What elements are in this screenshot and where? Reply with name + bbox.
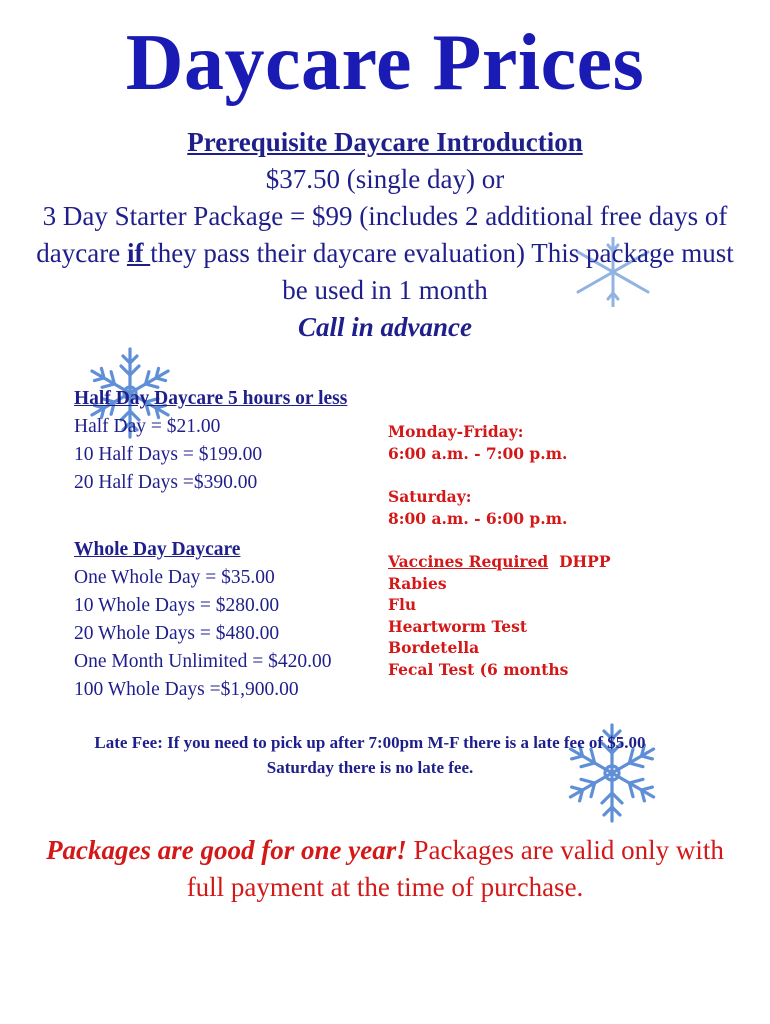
price-item: 10 Half Days = $199.00 [74, 444, 263, 465]
weekday-label: Monday-Friday: [388, 422, 524, 441]
whole-day-section [74, 536, 394, 704]
whole-day-heading: Whole Day Daycare [74, 539, 241, 560]
packages-rest: Packages are valid only with full payment at the time of purchase. [186, 835, 724, 902]
packages-notice [40, 832, 730, 906]
call-in-advance: Call in advance [298, 312, 472, 342]
price-item: One Month Unlimited = $420.00 [74, 651, 332, 672]
vaccine-item: Flu [388, 595, 417, 614]
saturday-label: Saturday: [388, 487, 472, 506]
saturday-time: 8:00 a.m. - 6:00 p.m. [388, 508, 568, 528]
price-item: 20 Half Days =$390.00 [74, 472, 258, 493]
vaccine-item: Heartworm Test [388, 616, 528, 636]
intro-heading: Prerequisite Daycare Introduction [187, 127, 583, 157]
half-day-section [74, 385, 364, 497]
intro-section [30, 124, 740, 346]
late-fee-line2: Saturday there is no late fee. [266, 758, 474, 777]
price-item: Half Day = $21.00 [74, 416, 221, 437]
starter-text-b: they pass their daycare evaluation) This package must be used in 1 month [150, 238, 734, 305]
packages-emphasis: Packages are good for one year! [46, 835, 407, 865]
vaccines-heading: Vaccines Required [388, 552, 549, 571]
price-item: 10 Whole Days = $280.00 [74, 595, 280, 616]
intro-starter-package [30, 198, 740, 309]
vaccine-item: Bordetella [388, 638, 480, 657]
weekday-time: 6:00 a.m. - 7:00 p.m. [388, 443, 568, 463]
half-day-heading: Half Day Daycare 5 hours or less [74, 388, 348, 409]
late-fee-notice [20, 730, 720, 780]
vaccine-item: Rabies [388, 573, 447, 593]
weekday-hours [388, 421, 567, 464]
late-fee-line1: Late Fee: If you need to pick up after 7:00pm M-F there is a late fee of $5.00 [94, 733, 646, 752]
price-item: One Whole Day = $35.00 [74, 567, 275, 588]
vaccine-item: DHPP [559, 552, 611, 571]
intro-single-day: $37.50 (single day) or [265, 164, 505, 194]
saturday-hours [388, 486, 567, 529]
vaccine-item: Fecal Test (6 months [388, 659, 569, 679]
starter-text-a: 3 Day Starter Package = $99 (includes 2 additional free days of daycare [36, 201, 728, 268]
vaccines-section [388, 551, 610, 680]
page-title: Daycare Prices [125, 19, 645, 107]
vaccines-heading-line [388, 551, 610, 573]
price-item: 100 Whole Days =$1,900.00 [74, 679, 299, 700]
price-item: 20 Whole Days = $480.00 [74, 623, 280, 644]
starter-text-if: if [126, 238, 151, 268]
